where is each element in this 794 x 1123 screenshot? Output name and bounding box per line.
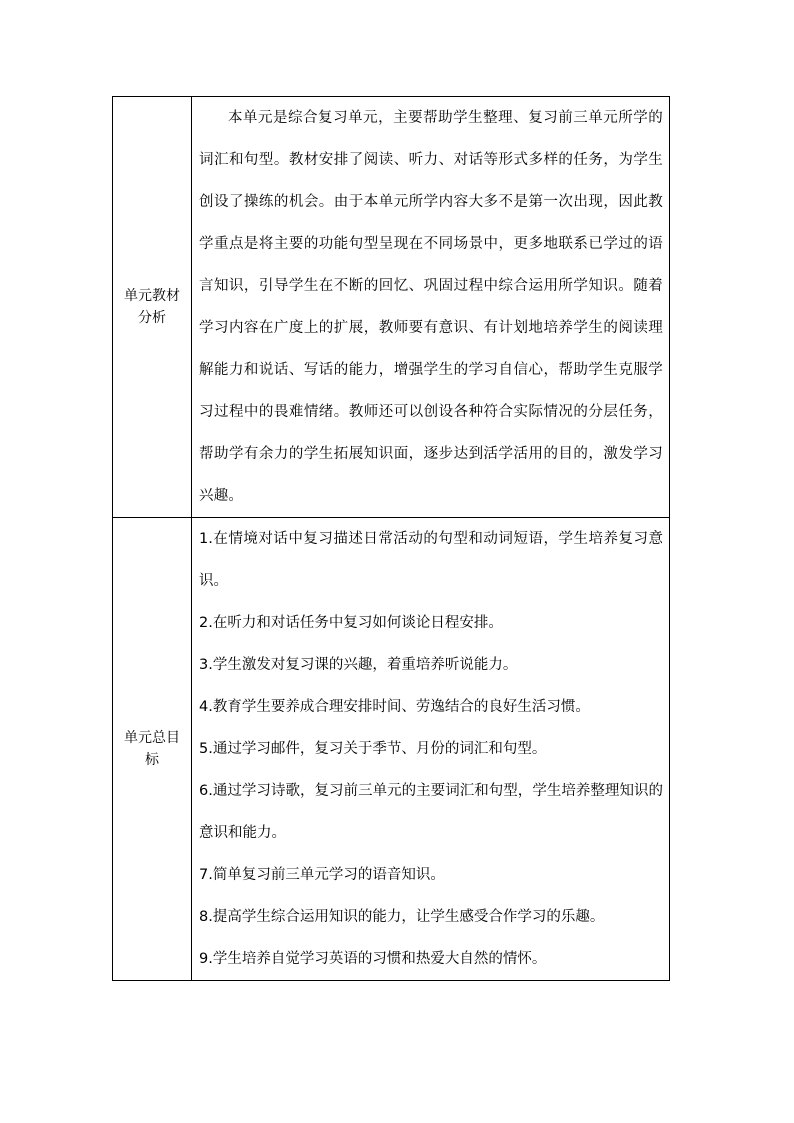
- unit-overall-goals-label: 单元总目标: [113, 518, 192, 981]
- goal-item-1: 1.在情境对话中复习描述日常活动的句型和动词短语，学生培养复习意识。: [199, 531, 663, 589]
- table-row: [113, 97, 670, 518]
- goal-item-3: 3.学生激发对复习课的兴趣，着重培养听说能力。: [199, 657, 518, 673]
- goal-item-2: 2.在听力和对话任务中复习如何谈论日程安排。: [199, 615, 503, 631]
- goal-item-8: 8.提高学生综合运用知识的能力，让学生感受合作学习的乐趣。: [199, 909, 605, 925]
- goal-item-6: 6.通过学习诗歌，复习前三单元的主要词汇和句型，学生培养整理知识的意识和能力。: [199, 783, 663, 841]
- goal-item-9: 9.学生培养自觉学习英语的习惯和热爱大自然的情怀。: [199, 951, 547, 967]
- goal-item-4: 4.教育学生要养成合理安排时间、劳逸结合的良好生活习惯。: [199, 699, 590, 715]
- table-row: [113, 518, 670, 981]
- goal-item-5: 5.通过学习邮件，复习关于季节、月份的词汇和句型。: [199, 741, 547, 757]
- unit-material-analysis-cell: [192, 97, 670, 518]
- unit-overall-goals-cell: [192, 518, 670, 981]
- unit-material-analysis-text: 本单元是综合复习单元，主要帮助学生整理、复习前三单元所学的词汇和句型。教材安排了阅读、听力、对话等形式多样的任务，为学生创设了操练的机会。由于本单元所学内容大多不是第一次出现，因此教学重点是将主要的功能句型呈现在不同场景中，更多地联系已学过的语言知识，引导学生在不断的回忆、巩固过程中综合运用所学知识。随着学习内容在广度上的扩展，教师要有意识、有计划地培养学生的阅读理解能力和说话、写话的能力，增强学生的学习自信心，帮助学生克服学习过程中的畏难情绪。教师还可以创设各种符合实际情况的分层任务，帮助学有余力的学生拓展知识面，逐步达到活学活用的目的，激发学习兴趣。: [199, 110, 663, 504]
- unit-plan-table: [112, 96, 670, 981]
- unit-material-analysis-label: 单元教材分析: [113, 97, 192, 518]
- goal-item-7: 7.简单复习前三单元学习的语音知识。: [199, 867, 445, 883]
